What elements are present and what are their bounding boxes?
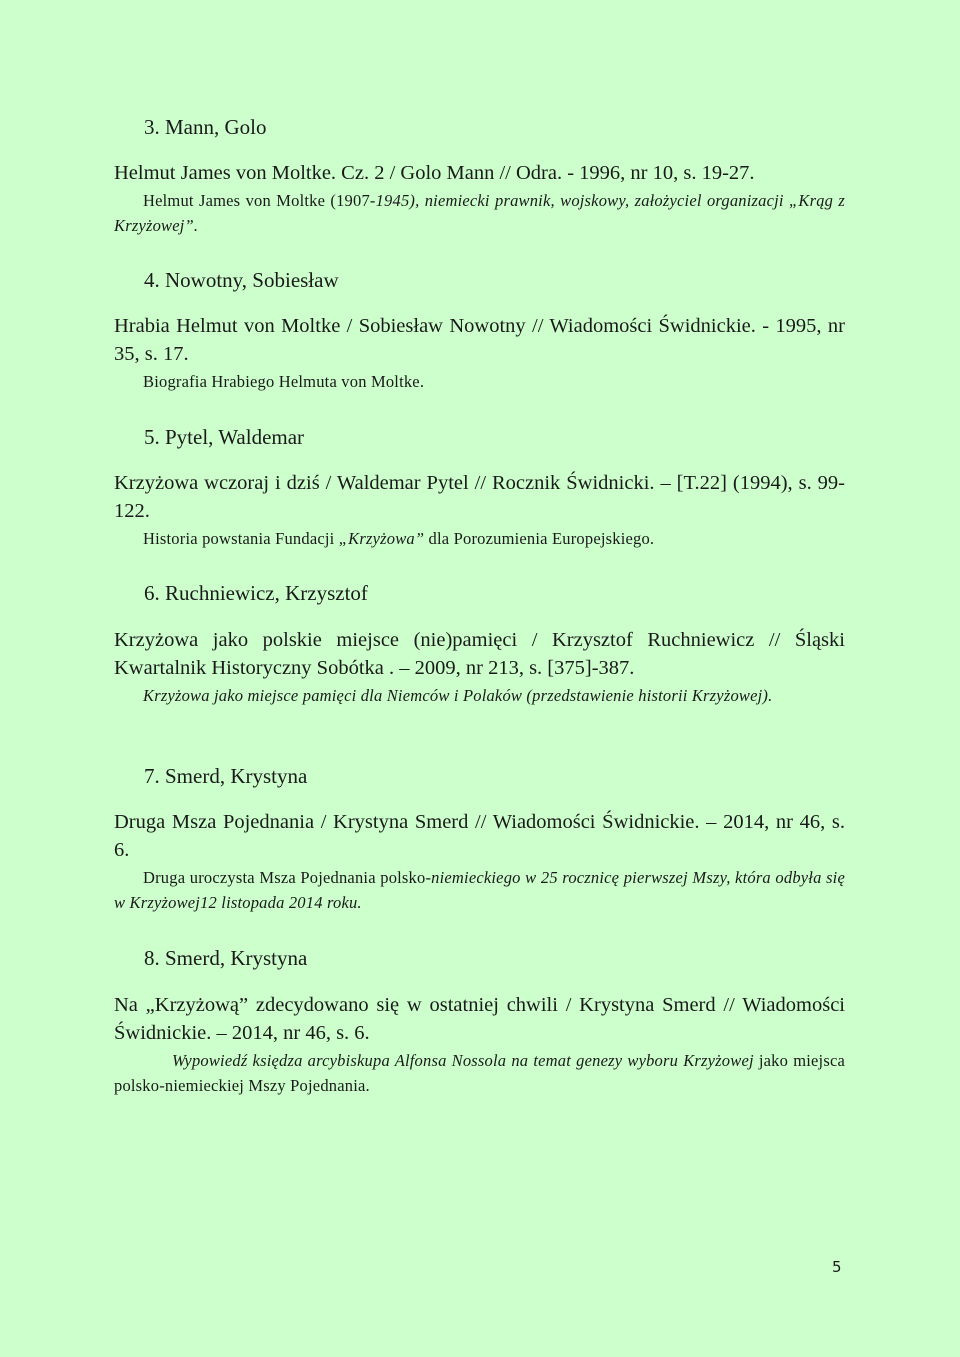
entry-body [114,808,845,915]
entry-body [114,159,845,238]
entry-citation: Helmut James von Moltke. Cz. 2 / Golo Mann // Odra. - 1996, nr 10, s. 19-27. [114,162,755,184]
annotation-part: dla Porozumienia Europejskiego. [424,529,655,548]
entry-citation: Druga Msza Pojednania / Krystyna Smerd // Wiadomości Świdnickie. – 2014, nr 46, s. 6. [114,811,845,861]
annotation-part-italic: „Krzyżowa” [338,529,425,548]
entry-citation: Hrabia Helmut von Moltke / Sobiesław Nowotny // Wiadomości Świdnickie. - 1995, nr 35, s. 17. [114,315,845,365]
entry-body [114,312,845,394]
entry-heading: 5. Pytel, Waldemar [144,425,305,449]
entry-body [114,991,845,1098]
page-number: 5 [832,1258,842,1276]
entry-citation: Na „Krzyżową” zdecydowano się w ostatniej chwili / Krystyna Smerd // Wiadomości Świdnickie. – 2014, nr 46, s. 6. [114,994,845,1044]
entry-annotation [114,865,845,915]
entry-annotation: Krzyżowa jako miejsce pamięci dla Niemców i Polaków (przedstawienie historii Krzyżowej). [143,686,773,705]
entry-annotation [114,526,845,551]
annotation-part: jako miejsca polsko-niemieckiej Mszy Pojednania. [114,1051,845,1095]
entry-citation: Krzyżowa jako polskie miejsce (nie)pamięci / Krzysztof Ruchniewicz // Śląski Kwartalnik Historyczny Sobótka . – 2009, nr 213, s. [375]-387. [114,629,845,679]
entry-heading: 8. Smerd, Krystyna [144,946,308,970]
entry-heading: 6. Ruchniewicz, Krzysztof [144,581,368,605]
annotation-part-italic: 1945), niemiecki prawnik, wojskowy, założyciel organizacji „Krąg z Krzyżowej”. [114,191,846,235]
annotation-part: Helmut James von Moltke (1907- [143,191,376,210]
entry-citation: Krzyżowa wczoraj i dziś / Waldemar Pytel // Rocznik Świdnicki. – [T.22] (1994), s. 99-122. [114,472,845,522]
entry-annotation [114,188,845,238]
annotation-part-italic: niemieckiego w 25 rocznicę pierwszej Mszy, która odbyła się w Krzyżowej12 listopada 2014 roku. [114,868,845,912]
entry-body [114,469,845,551]
entry-annotation [114,1048,845,1098]
entry-heading: 7. Smerd, Krystyna [144,764,308,788]
annotation-part: Historia powstania Fundacji [143,529,339,548]
entry-heading: 3. Mann, Golo [144,115,267,139]
annotation-part: Druga uroczysta Msza Pojednania polsko- [143,868,432,887]
entry-heading: 4. Nowotny, Sobiesław [144,268,339,292]
annotation-part-italic: Wypowiedź księdza arcybiskupa Alfonsa Nossola na temat genezy wyboru Krzyżowej [172,1051,754,1070]
entry-body [114,626,845,708]
entry-annotation: Biografia Hrabiego Helmuta von Moltke. [143,372,425,391]
